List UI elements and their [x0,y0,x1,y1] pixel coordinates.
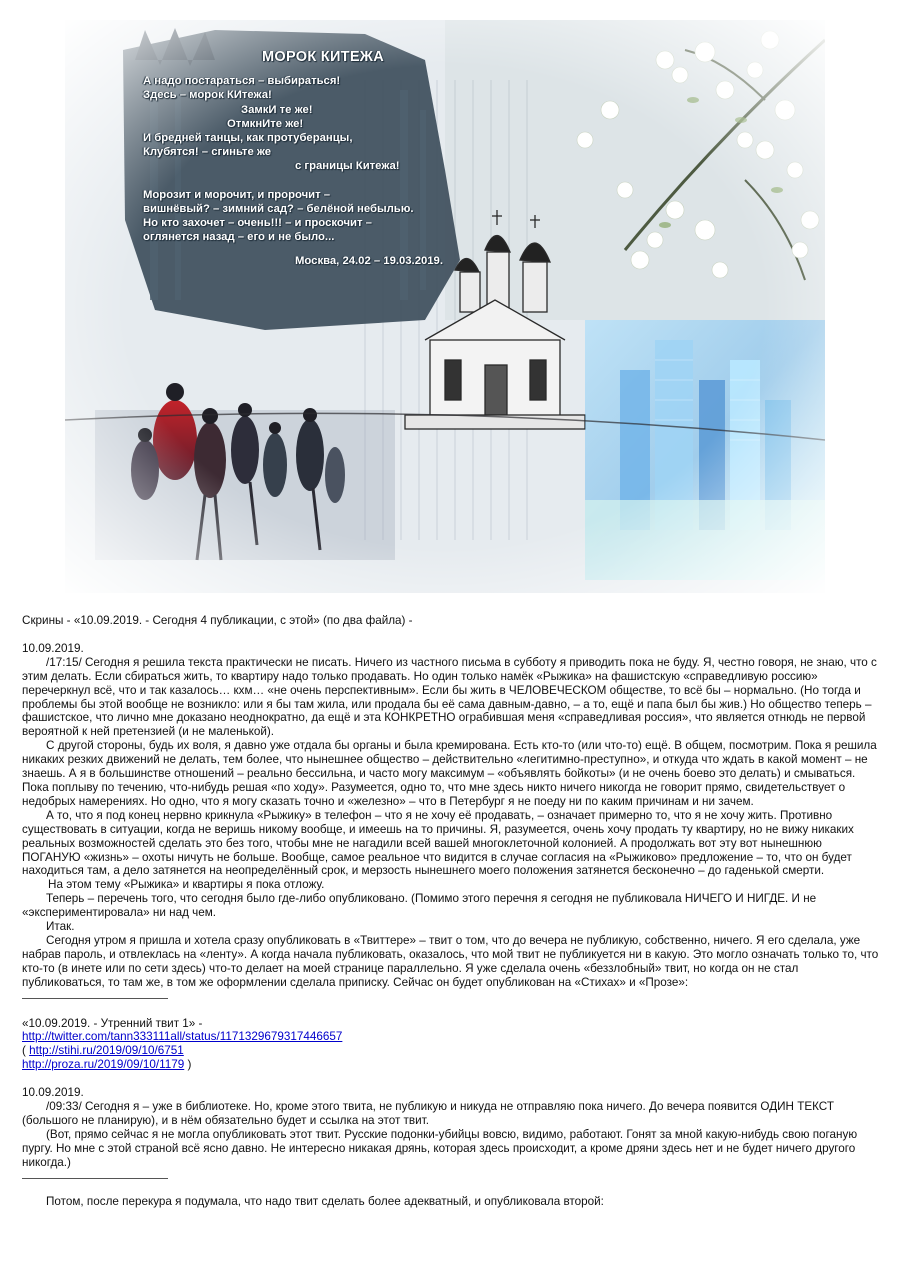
divider [22,998,168,999]
paragraph: На этом тему «Рыжика» и квартиры я пока отложу. [48,878,325,892]
poem-line: с границы Китежа! [295,160,400,173]
twitter-link[interactable]: http://twitter.com/tann333111all/status/1171329679317446657 [22,1030,343,1044]
poem-text [143,50,483,269]
article-body [22,614,880,1209]
paragraph: /17:15/ Сегодня я решила текста практически не писать. Ничего из частного письма в субботу я приводить пока не буду. Я, честно говоря, не знаю, что с этим делать. Если сбираться жить, то квартиру надо только продавать. Но один только намёк «Рыжика» на фашистскую «справедливую россию» перечеркнул всё, что и так казалось… кхм… «не очень перспективным». Если бы жить в ЧЕЛОВЕЧЕСКОМ обществе, то всё бы – нормально. (Но тогда и проблемы бы этой вообще не возникло: или я бы там жила, или продала бы её сама давным-давно, – а то, ещё и папа был бы жив.) Но общество теперь – фашистское, что лично мне доказано неоднократно, да ещё и эта КОНКРЕТНО ограбившая меня «справедливая россия», что является отнюдь не первой вероятной к ней претензией (и не маленькой). [22,655,877,739]
poem-line: Здесь – морок КИтежа! [143,89,272,102]
poem-line: Морозит и морочит, и пророчит – [143,188,331,201]
tweet-caption: «10.09.2019. - Утренний твит 1» - [22,1016,203,1030]
paragraph: Итак. [46,920,75,934]
caption: Скрины - «10.09.2019. - Сегодня 4 публикации, с этой» (по два файла) - [22,614,413,627]
paren-open: ( [22,1044,30,1058]
poem-title: МОРОК КИТЕЖА [262,49,384,65]
proza-link[interactable]: http://proza.ru/2019/09/10/1179 [22,1058,185,1072]
poem-line: ОтмкнИте же! [227,117,304,130]
divider [22,1178,168,1179]
paragraph: (Вот, прямо сейчас я не могла опубликовать этот твит. Русские подонки-убийцы вовсю, видимо, работают. Гонят за мной какую-нибудь свою поганую пургу. Но мне с этой страной всё ясно давно. Не интересно никакая дрянь, которая здесь происходит, а кроме дряни здесь нет и не будет ничего другого никогда.) [22,1127,858,1169]
poem-signature: Москва, 24.02 – 19.03.2019. [295,255,443,268]
paragraph: Потом, после перекура я подумала, что надо твит сделать более адекватный, и опубликовала второй: [46,1194,604,1208]
stihi-link[interactable]: http://stihi.ru/2019/09/10/6751 [29,1044,184,1058]
poem-line: ЗамкИ те же! [241,103,313,116]
poem-line: И бредней танцы, как протуберанцы, [143,132,353,145]
poem-line: оглянется назад – его и не было... [143,231,335,244]
poem-line: Клубятся! – сгиньте же [143,146,272,159]
poem-line: вишнёвый? – зимний сад? – белёной небылью. [143,202,414,215]
paragraph: А то, что я под конец нервно крикнула «Рыжику» в телефон – что я не хочу её продавать, – означает примерно то, что я не хочу жить. Противно существовать в ситуации, когда не веришь никому вообще, и имеешь на то причины. Я, разумеется, очень хочу продать ту квартиру, но не вижу никаких реальных возможностей сделать это без того, чтобы мне не нагадили всей вашей многоклеточной колонией. А продолжать вот эту вот нынешнюю ПОГАНУЮ «жизнь» – охоты ничуть не больше. Вообще, самое реальное что видится в случае согласия на «Рыжиково» предложение – то, что он будет находиться там, а дело затянется на неопределённый срок, и мерзость нынешнего моего положения затянется бесконечно – до гаденькой смерти. [22,808,854,878]
paragraph: С другой стороны, будь их воля, я давно уже отдала бы органы и была кремирована. Есть кто-то (или что-то) ещё. В общем, посмотрим. Пока я решила никаких резких движений не делать, тем более, что нынешнее общество – действительно «легитимно-преступно», и откуда что ждать в какой момент – не знаешь. А я в большинстве отношений – реально бессильна, и часто могу максимум – «объявлять бойкоты» (и не очень боево это делать) и смываться. Пока поплыву по течению, что-нибудь решая «по ходу». Разумеется, одно то, что мне здесь никто ничего никогда не говорит прямо, свидетельствует о недобрых намерениях. Но одно, что я могу сказать точно и «железно» – что в Петербург я не поеду ни по каким причинам и ни зачем. [22,739,877,808]
poem-line: А надо постараться – выбираться! [143,75,341,88]
poem-illustration [65,20,825,593]
paragraph: Сегодня утром я пришла и хотела сразу опубликовать в «Твиттере» – твит о том, что до вечера не публикую, собственно, ничего. Я его сделала, уже набрав пароль, и отвлеклась на «ленту». А когда начала публиковать, оказалось, что мой твит не публикуется ни в какую. Это могло означать только то, что кто-то (в инете или по сети здесь) что-то делает на моей странице параллельно. Я уже сделала очень «беззлобный» твит, но когда он не стал публиковаться, то там же, в том же оформлении сделала приписку. Сейчас он будет опубликован на «Стихах» и «Прозе»: [22,933,879,989]
paren-close: ) [184,1058,192,1072]
entry-date: 10.09.2019. [22,641,84,655]
entry-date: 10.09.2019. [22,1086,84,1100]
paragraph: /09:33/ Сегодня я – уже в библиотеке. Но, кроме этого твита, не публикую и никуда не отправляю пока ничего. До вечера появится ОДИН ТЕКСТ (большого не планирую), и в нём обязательно будет и ссылка на этот твит. [22,1100,834,1127]
paragraph: Теперь – перечень того, что сегодня было где-либо опубликовано. (Помимо этого перечня я сегодня не публиковала НИЧЕГО И НИГДЕ. И не «экспериментировала» ни над чем. [22,892,817,920]
poem-line: Но кто захочет – очень!!! – и проскочит – [143,217,372,230]
